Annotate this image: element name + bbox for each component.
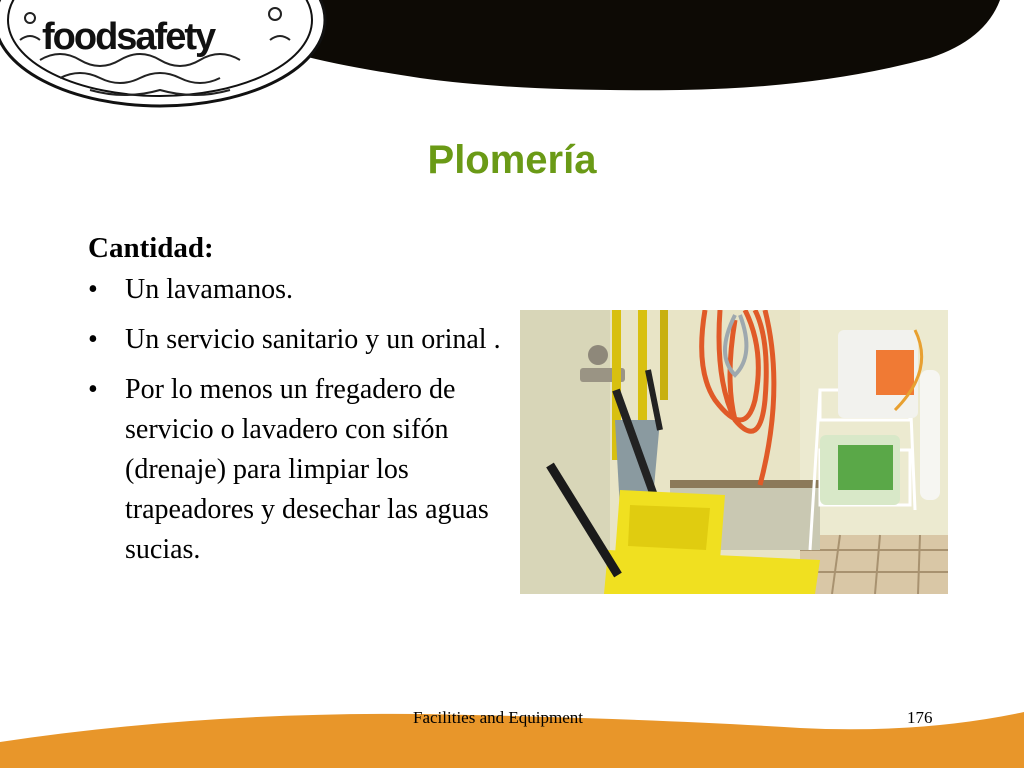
bullet-item bbox=[88, 320, 508, 360]
bullet-list bbox=[88, 270, 508, 570]
bullet-item bbox=[88, 370, 508, 570]
footer-label: Facilities and Equipment bbox=[413, 708, 583, 727]
bullet-text: Por lo menos un fregadero de servicio o lavadero con sifón (drenaje) para limpiar los trapeadores y desechar las aguas sucias. bbox=[125, 374, 489, 565]
bullet-icon: • bbox=[88, 324, 98, 355]
bullet-icon: • bbox=[88, 274, 98, 305]
bullet-icon: • bbox=[88, 374, 98, 405]
subheading: Cantidad: bbox=[88, 232, 214, 264]
page-number: 176 bbox=[907, 708, 933, 727]
janitorial-sink-photo bbox=[520, 310, 948, 594]
logo-wordmark: foodsafety bbox=[42, 16, 215, 58]
slide-body bbox=[88, 228, 508, 580]
slide-title: Plomería bbox=[427, 138, 597, 182]
bullet-text: Un servicio sanitario y un orinal . bbox=[125, 324, 501, 355]
bullet-item bbox=[88, 270, 508, 310]
footer-swoosh bbox=[0, 690, 1024, 768]
bullet-text: Un lavamanos. bbox=[125, 274, 293, 305]
